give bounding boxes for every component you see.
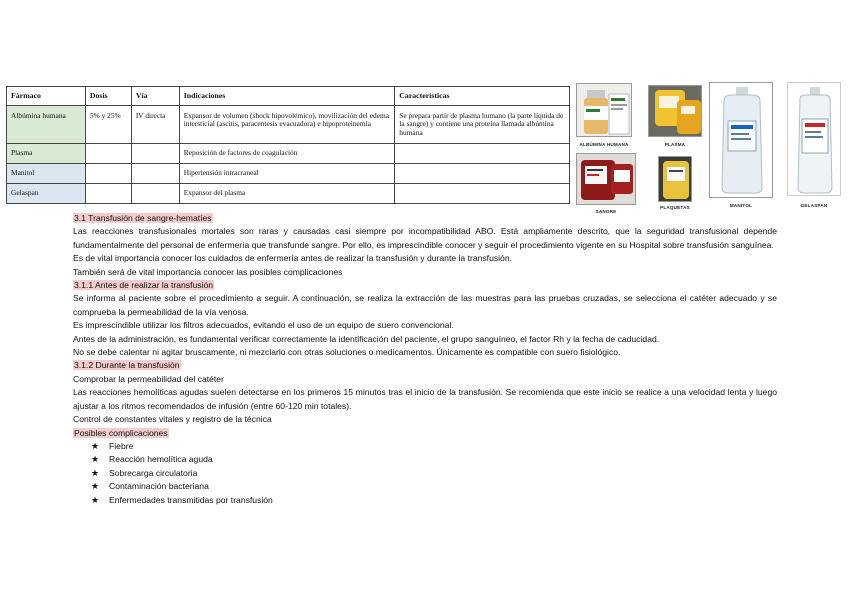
blood-photo <box>576 153 636 205</box>
albumin-bottle-icon <box>577 84 632 137</box>
header-route: Vía <box>131 87 179 106</box>
cell-drug: Gelaspan <box>7 184 86 204</box>
subsection-title-before: 3.1.1 Antes de realizar la transfusión <box>74 280 214 291</box>
paragraph: Las reacciones transfusionales mortales son raras y causadas casi siempre por incompatibilidad ABO. Está ampliamente descrito, que la seguridad transfusional depende fundamentalmente del personal de enfermería que transfunde sangre. Por ello, es imprescindible conocer y seguir el procedimiento vigente en su Hospital sobre transfusión sanguínea. <box>73 226 777 250</box>
cell-indication: Expansor de volumen (shock hipovolémico), movilización del edema intersticial (ascitis, paracentesis evacuadora) e hipoproteinemia <box>179 106 395 144</box>
gelaspan-bottle-icon <box>788 83 841 196</box>
paragraph: Control de constantes vitales y registro de la técnica <box>73 414 272 425</box>
section-title: 3.1 Transfusión de sangre-hematíes <box>74 213 212 223</box>
gelaspan-photo <box>787 82 841 196</box>
cell-indication: Hipertensión intracraneal <box>179 164 395 184</box>
list-item: ★ Reacción hemolítica aguda <box>91 453 777 466</box>
star-bullet-icon: ★ <box>91 467 100 478</box>
star-bullet-icon: ★ <box>91 481 100 492</box>
cell-features <box>395 164 570 184</box>
star-bullet-icon: ★ <box>91 494 100 505</box>
cell-indication: Expansor del plasma <box>179 184 395 204</box>
platelet-bag-icon <box>659 157 692 202</box>
paragraph: Se informa al paciente sobre el procedimiento a seguir. A continuación, se realiza la extracción de las muestras para las pruebas cruzadas, se selecciona el catéter adecuado y se comprueba la permeabilidad de la vía venosa. <box>73 293 777 317</box>
plasma-caption: PLASMA <box>664 142 686 147</box>
header-features: Características <box>395 87 570 106</box>
cell-dose: 5% y 25% <box>85 106 131 144</box>
cell-dose <box>85 184 131 204</box>
paragraph: Es de vital importancia conocer los cuidados de enfermería antes de realizar la transfusión y durante la transfusión. <box>73 253 512 264</box>
table-row <box>7 106 570 144</box>
table-row <box>7 164 570 184</box>
albumin-caption: ALBÚMINA HUMANA <box>579 142 629 147</box>
cell-features <box>395 144 570 164</box>
gelaspan-caption: GELASPAN <box>800 203 828 208</box>
cell-dose <box>85 164 131 184</box>
cell-route <box>131 184 179 204</box>
blood-caption: SANGRE <box>595 209 617 214</box>
star-bullet-icon: ★ <box>91 454 100 465</box>
table-row <box>7 184 570 204</box>
paragraph: También será de vital importancia conocer las posibles complicaciones <box>73 266 343 277</box>
paragraph: Es imprescindible utilizar los filtros adecuados, evitando el uso de un equipo de suero convencional. <box>73 320 454 331</box>
cell-drug: Manitol <box>7 164 86 184</box>
list-item: ★ Fiebre <box>91 440 777 453</box>
mannitol-caption: MANITOL <box>729 203 753 208</box>
albumin-photo <box>576 83 632 137</box>
cell-features <box>395 184 570 204</box>
document-body <box>73 212 777 507</box>
mannitol-photo <box>709 82 773 198</box>
product-photos <box>574 80 844 214</box>
cell-route <box>131 164 179 184</box>
cell-route: IV directa <box>131 106 179 144</box>
table-header-row <box>7 87 570 106</box>
complications-list <box>73 440 777 507</box>
mannitol-bottle-icon <box>710 83 773 198</box>
platelets-caption: PLAQUETAS <box>660 205 690 210</box>
cell-indication: Reposición de factores de coagulación <box>179 144 395 164</box>
paragraph: Antes de la administración, es fundamental verificar correctamente la identificación del paciente, el grupo sanguíneo, el factor Rh y la fecha de caducidad. <box>73 333 660 344</box>
subsection-title-during: 3.1.2 Durante la transfusión <box>74 360 180 371</box>
cell-features: Se prepara partir de plasma humano (la parte líquida de la sangre) y contiene una proteína llamada albúmina humana <box>395 106 570 144</box>
blood-bag-icon <box>577 154 636 205</box>
plasma-photo <box>648 85 702 137</box>
drug-table <box>6 86 570 204</box>
cell-route <box>131 144 179 164</box>
header-drug: Fármaco <box>7 87 86 106</box>
star-bullet-icon: ★ <box>91 440 100 451</box>
platelets-photo <box>658 156 692 202</box>
list-item: ★ Enfermedades transmitidas por transfusión <box>91 494 777 507</box>
table-row <box>7 144 570 164</box>
header-indication: Indicaciones <box>179 87 395 106</box>
complications-title: Posibles complicaciones <box>74 427 168 438</box>
cell-drug: Plasma <box>7 144 86 164</box>
paragraph: No se debe calentar ni agitar bruscamente, ni mezclarlo con otras soluciones o medicamentos. Únicamente es compatible con suero fisiológico. <box>73 347 621 358</box>
list-item: ★ Sobrecarga circulatoria <box>91 467 777 480</box>
list-item: ★ Contaminación bacteriana <box>91 480 777 493</box>
plasma-bag-icon <box>649 86 702 137</box>
paragraph: Las reacciones hemolíticas agudas suelen detectarse en los primeros 15 minutos tras el inicio de la transfusión. Se recomienda que este inicio se realice a una velocidad lenta y luego ajustar a los ritmos recomendados de infusión (entre 60-120 min totales). <box>73 387 777 411</box>
cell-dose <box>85 144 131 164</box>
cell-drug: Albúmina humana <box>7 106 86 144</box>
paragraph: Comprobar la permeabilidad del catéter <box>73 373 224 384</box>
header-dose: Dosis <box>85 87 131 106</box>
